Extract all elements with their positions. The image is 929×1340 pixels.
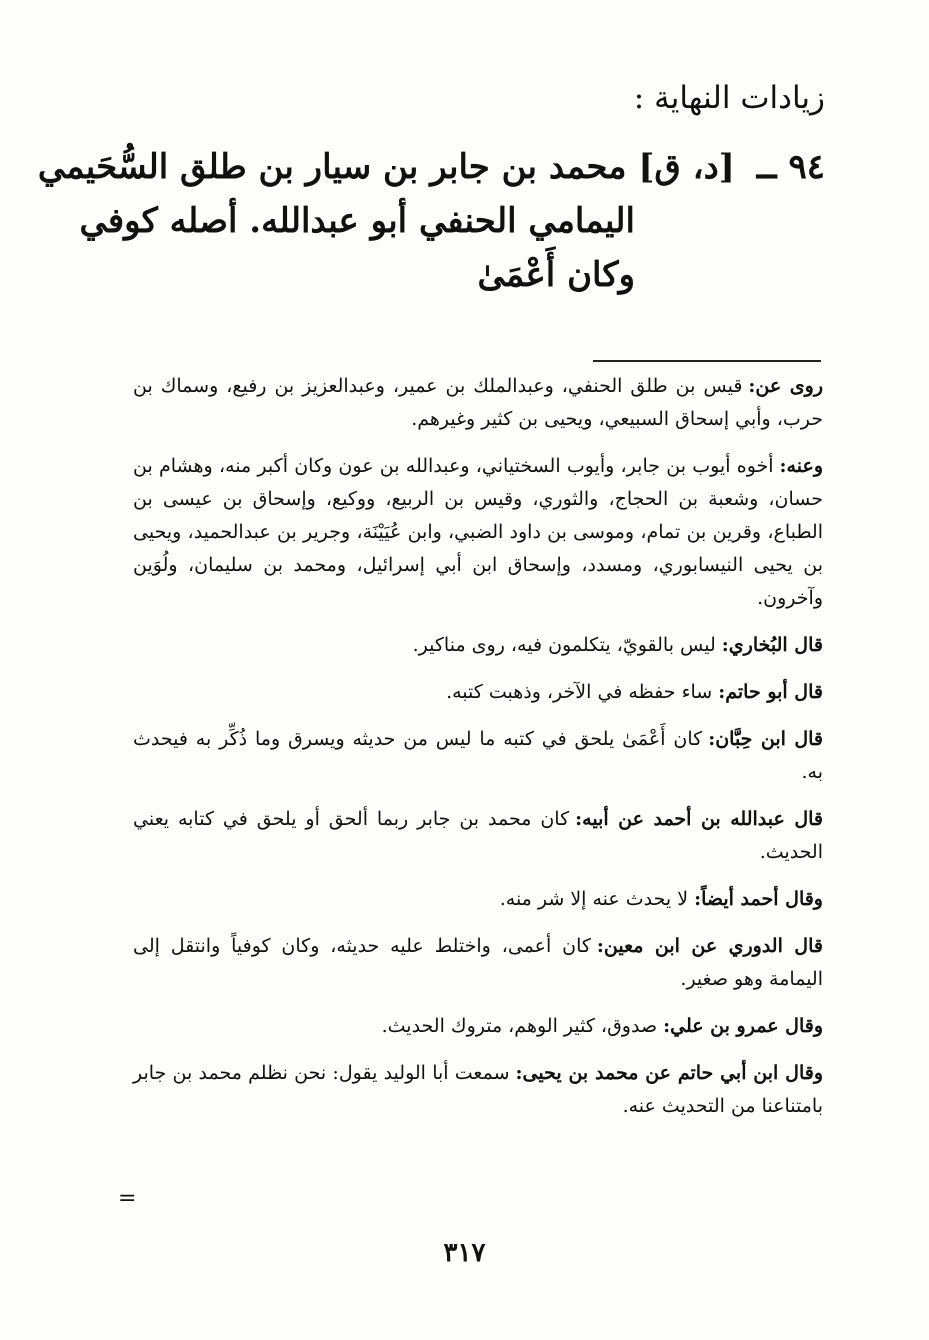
entry-heading (37, 140, 825, 302)
paragraph-label: وقال ابن أبي حاتم عن محمد بن يحيى: (515, 1062, 823, 1084)
entry-heading-line-2: اليمامي الحنفي أبو عبدالله. أصله كوفي (79, 201, 635, 241)
paragraph-label: قال البُخاري: (721, 634, 823, 656)
paragraph-text: كان أَعْمَىٰ يلحق في كتبه ما ليس من حديثه ويسرق وما ذُكِّر به فيحدث به. (133, 728, 823, 783)
paragraph-ahmad (133, 883, 823, 916)
paragraph-duri (133, 930, 823, 996)
section-title: زيادات النهاية : (633, 80, 825, 116)
paragraph-label: قال ابن حِبَّان: (708, 728, 823, 750)
paragraph-text: كان محمد بن جابر ربما ألحق أو يلحق في كتابه يعني الحديث. (133, 808, 823, 863)
entry-heading-line-3: وكان أَعْمَىٰ (477, 255, 635, 295)
paragraph-label: قال أبو حاتم: (718, 681, 823, 703)
paragraph-label: قال عبدالله بن أحمد عن أبيه: (575, 808, 824, 830)
paragraph-ibn-hibban (133, 723, 823, 789)
paragraph-bukhari (133, 629, 823, 662)
paragraph-text: ليس بالقويّ، يتكلمون فيه، روى مناكير. (412, 634, 716, 656)
entry-heading-line-1 (37, 140, 825, 194)
paragraph-narrators (133, 450, 823, 615)
paragraph-text: ساء حفظه في الآخر، وذهبت كتبه. (446, 681, 713, 703)
entry-body (133, 370, 823, 1137)
paragraph-abdullah-ahmad (133, 803, 823, 869)
paragraph-amr (133, 1010, 823, 1043)
paragraph-label: وعنه: (779, 455, 823, 477)
paragraph-label: روى عن: (748, 375, 823, 397)
separator-rule (593, 360, 821, 362)
paragraph-text: كان أعمى، واختلط عليه حديثه، وكان كوفياً وانتقل إلى اليمامة وهو صغير. (133, 935, 823, 990)
paragraph-narrated-from (133, 370, 823, 436)
paragraph-label: وقال أحمد أيضاً: (694, 888, 823, 910)
entry-heading-text-1: [د، ق] محمد بن جابر بن سيار بن طلق السُّحَيمي (37, 147, 735, 187)
paragraph-text: لا يحدث عنه إلا شر منه. (499, 888, 689, 910)
paragraph-text: صدوق، كثير الوهم، متروك الحديث. (381, 1015, 658, 1037)
page-number: ٣١٧ (443, 1238, 486, 1268)
continuation-mark: = (118, 1186, 137, 1211)
paragraph-label: وقال عمرو بن علي: (663, 1015, 823, 1037)
paragraph-ibn-abi-hatim (133, 1057, 823, 1123)
paragraph-text: أخوه أيوب بن جابر، وأيوب السختياني، وعبدالله بن عون وكان أكبر منه، وهشام بن حسان، وشعبة بن الحجاج، والثوري، وقيس بن الربيع، ووكيع، وإسحاق بن عيسى بن الطباع، وقرين بن تمام، وموسى بن داود الضبي، وابن عُيَيْنَة، وجرير بن عبدالحميد، ويحيى بن يحيى النيسابوري، ومسدد، وإسحاق ابن أبي إسرائيل، ومحمد بن سليمان، ولُوَين وآخرون. (133, 455, 823, 609)
paragraph-text: قيس بن طلق الحنفي، وعبدالملك بن عمير، وعبدالعزيز بن رفيع، وسماك بن حرب، وأبي إسحاق السبيعي، ويحيى بن كثير وغيرهم. (133, 375, 823, 430)
paragraph-label: قال الدوري عن ابن معين: (596, 935, 823, 957)
paragraph-text: سمعت أبا الوليد يقول: نحن نظلم محمد بن جابر بامتناعنا من التحديث عنه. (133, 1062, 823, 1117)
entry-number: ٩٤ ــ (756, 147, 825, 187)
paragraph-abu-hatim (133, 676, 823, 709)
